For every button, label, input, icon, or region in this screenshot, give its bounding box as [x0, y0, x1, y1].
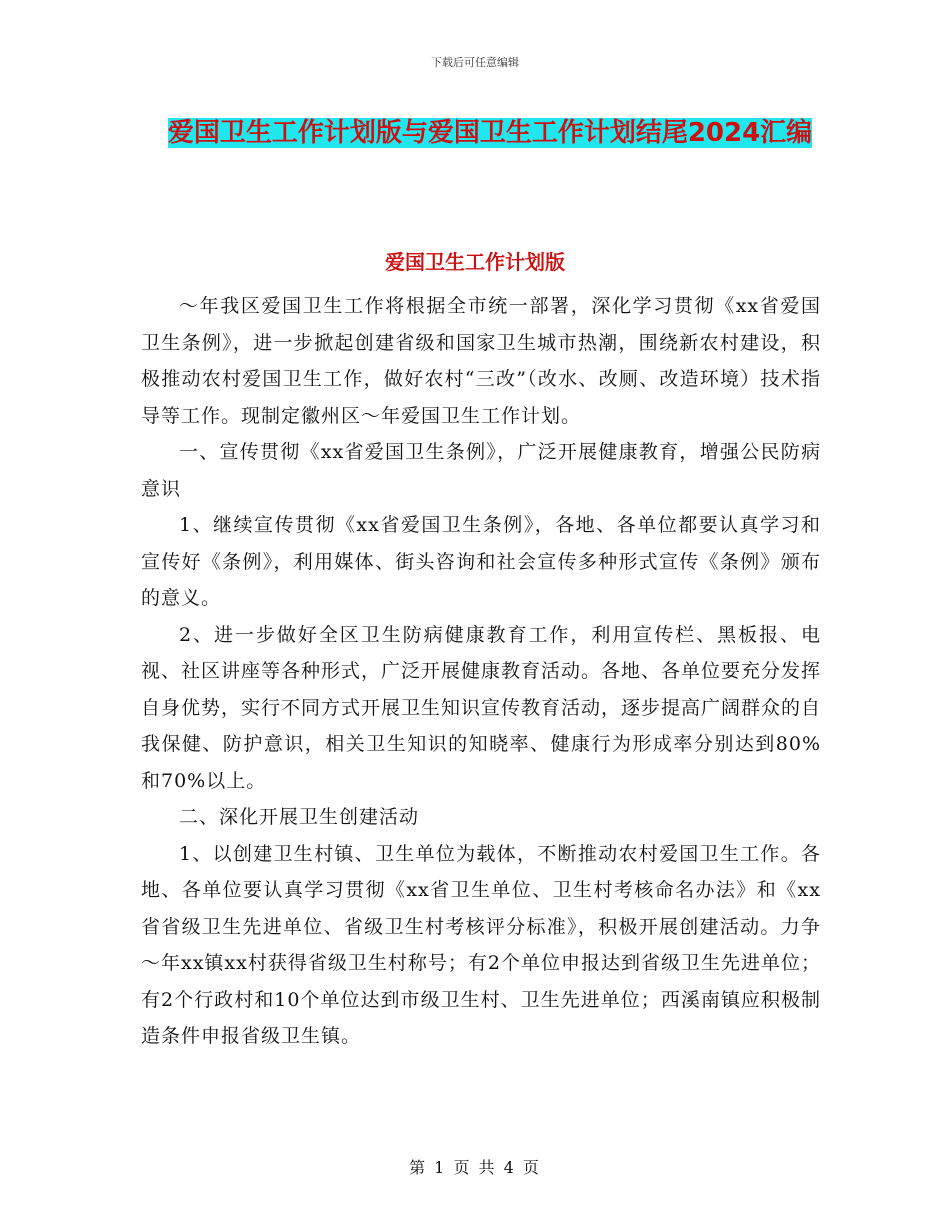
paragraph-item-1-2: 2、进一步做好全区卫生防病健康教育工作，利用宣传栏、黑板报、电视、社区讲座等各种形式，广泛开展健康教育活动。各地、各单位要充分发挥自身优势，实行不同方式开展卫生知识宣传教育活动，逐步提高广阔群众的自我保健、防护意识，相关卫生知识的知晓率、健康行为形成率分别达到80%和70%以上。 [141, 623, 822, 792]
paragraph-heading-1: 一、宣传贯彻《xx省爱国卫生条例》，广泛开展健康教育，增强公民防病意识 [141, 441, 821, 500]
paragraph-item-2-1: 1、以创建卫生村镇、卫生单位为载体，不断推动农村爱国卫生工作。各地、各单位要认真学习贯彻《xx省卫生单位、卫生村考核命名办法》和《xx省省级卫生先进单位、省级卫生村考核评分标准》，积极开展创建活动。力争～年xx镇xx村获得省级卫生村称号；有2个单位申报达到省级卫生先进单位；有2个行政村和10个单位达到市级卫生村、卫生先进单位；西溪南镇应积极制造条件申报省级卫生镇。 [141, 842, 821, 1047]
document-title-text: 爱国卫生工作计划版与爱国卫生工作计划结尾2024汇编 [167, 118, 813, 148]
page-number-footer: 第 1 页 共 4 页 [409, 1158, 541, 1177]
section-heading: 爱国卫生工作计划版 [385, 250, 565, 274]
header-note: 下载后可任意编辑 [431, 56, 519, 69]
paragraph-intro: ～年我区爱国卫生工作将根据全市统一部署，深化学习贯彻《xx省爱国卫生条例》，进一步掀起创建省级和国家卫生城市热潮，围绕新农村建设，积极推动农村爱国卫生工作，做好农村“三改”（改水、改厕、改造环境）技术指导等工作。现制定徽州区～年爱国卫生工作计划。 [141, 295, 821, 427]
paragraph-heading-2: 二、深化开展卫生创建活动 [179, 806, 420, 828]
paragraph-item-1-1: 1、继续宣传贯彻《xx省爱国卫生条例》，各地、各单位都要认真学习和宣传好《条例》，利用媒体、街头咨询和社会宣传多种形式宣传《条例》颁布的意义。 [141, 514, 821, 609]
document-title [140, 112, 840, 154]
document-body [141, 288, 821, 1055]
